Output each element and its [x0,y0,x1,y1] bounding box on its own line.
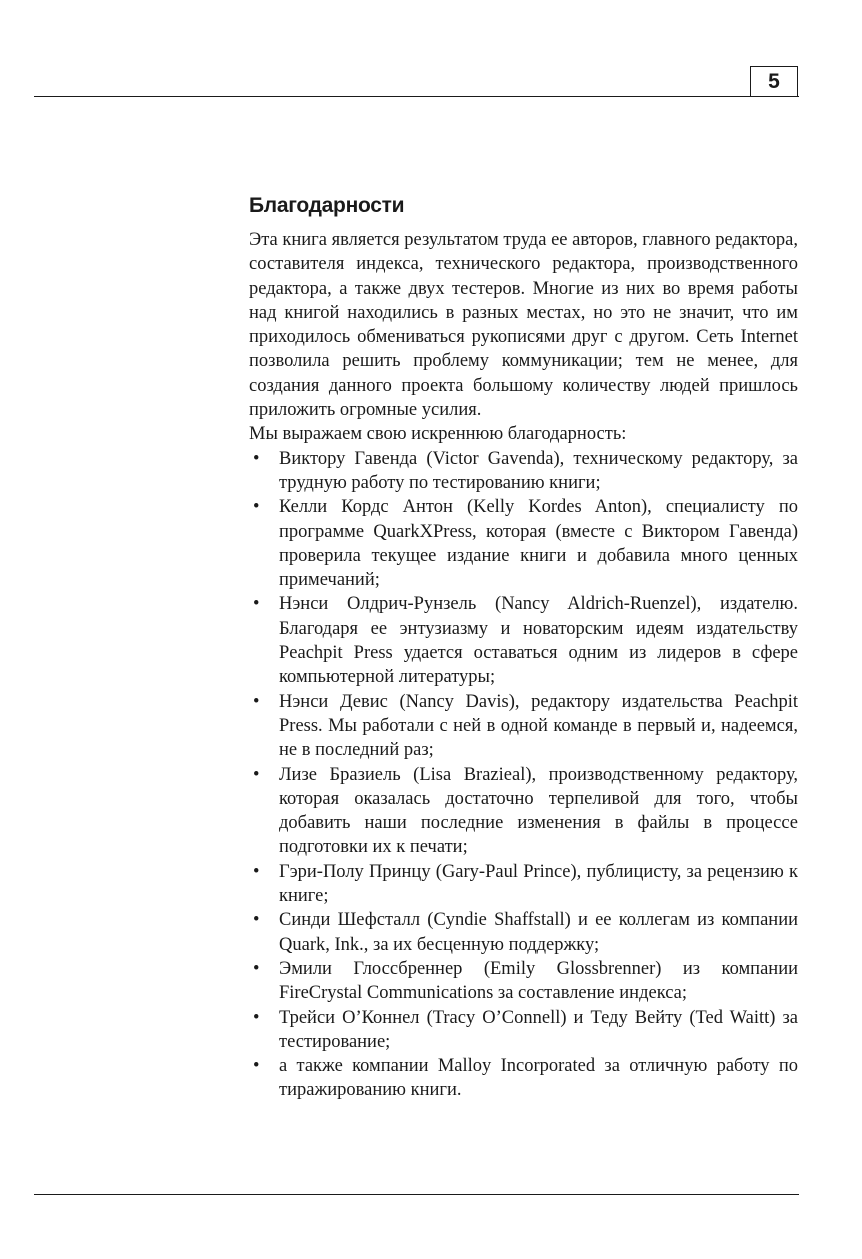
page-content [249,192,798,1103]
list-item [249,1054,798,1103]
list-item-text: Гэри-Полу Принцу (Gary-Paul Prince), публицисту, за рецензию к книге; [279,861,798,907]
lead-paragraph: Мы выражаем свою искреннюю благодарность: [249,424,627,445]
list-item [249,908,798,957]
bullet: • [253,691,260,712]
header-rule [34,96,799,97]
list-item-text: Келли Кордс Антон (Kelly Kordes Anton), специалисту по программе QuarkXPress, которая (вместе с Виктором Гавенда) проверила текущее издание книги и добавила много ценных примечаний; [279,497,798,591]
bullet: • [253,861,260,882]
bullet: • [253,497,260,518]
bullet: • [253,448,260,469]
list-item-text: Нэнси Девис (Nancy Davis), редактору издательства Peachpit Press. Мы работали с ней в одной команде в первый и, надеемся, не в последний раз; [279,691,798,761]
acknowledgements-list [249,447,798,1103]
list-item [249,957,798,1006]
page-number: 5 [750,66,798,96]
footer-rule [34,1194,799,1195]
list-item-text: Лизе Бразиель (Lisa Brazieal), производственному редактору, которая оказалась достаточно терпеливой для того, чтобы добавить наши последние изменения в файлы в процессе подготовки их к печати; [279,764,798,858]
list-item-text: Эмили Глоссбреннер (Emily Glossbrenner) из компании FireCrystal Communications за составление индекса; [279,958,798,1004]
list-item-text: а также компании Malloy Incorporated за отличную работу по тиражированию книги. [279,1056,798,1101]
list-item [249,860,798,909]
bullet: • [253,594,260,615]
list-item-text: Виктору Гавенда (Victor Gavenda), техническому редактору, за трудную работу по тестированию книги; [279,448,798,493]
intro-paragraph: Эта книга является результатом труда ее авторов, главного редактора, составителя индекса, технического редактора, производственного редактора, а также двух тестеров. Многие из них во время работы над книгой находились в разных местах, но это не значит, что им приходилось обмениваться рукописями друг с другом. Сеть Internet позволила решить проблему коммуникации; тем не менее, для создания данного проекта большому количеству людей пришлось приложить огромные усилия. [249,230,798,421]
list-item [249,447,798,496]
list-item [249,495,798,592]
list-item-text: Синди Шефсталл (Cyndie Shaffstall) и ее коллегам из компании Quark, Ink., за их бесценную поддержку; [279,910,798,955]
bullet: • [253,1007,260,1028]
bullet: • [253,764,260,785]
section-heading: Благодарности [249,194,405,217]
list-item [249,1006,798,1055]
list-item [249,690,798,763]
list-item [249,592,798,689]
bullet: • [253,910,260,931]
bullet: • [253,958,260,979]
list-item-text: Трейси О’Коннел (Tracy O’Connell) и Теду Вейту (Ted Waitt) за тестирование; [279,1007,798,1052]
bullet: • [253,1056,260,1077]
list-item-text: Нэнси Олдрич-Рунзель (Nancy Aldrich-Ruenzel), издателю. Благодаря ее энтузиазму и новаторским идеям издательству Peachpit Press удается оставаться одним из лидеров в сфере компьютерной литературы; [279,594,798,688]
list-item [249,763,798,860]
